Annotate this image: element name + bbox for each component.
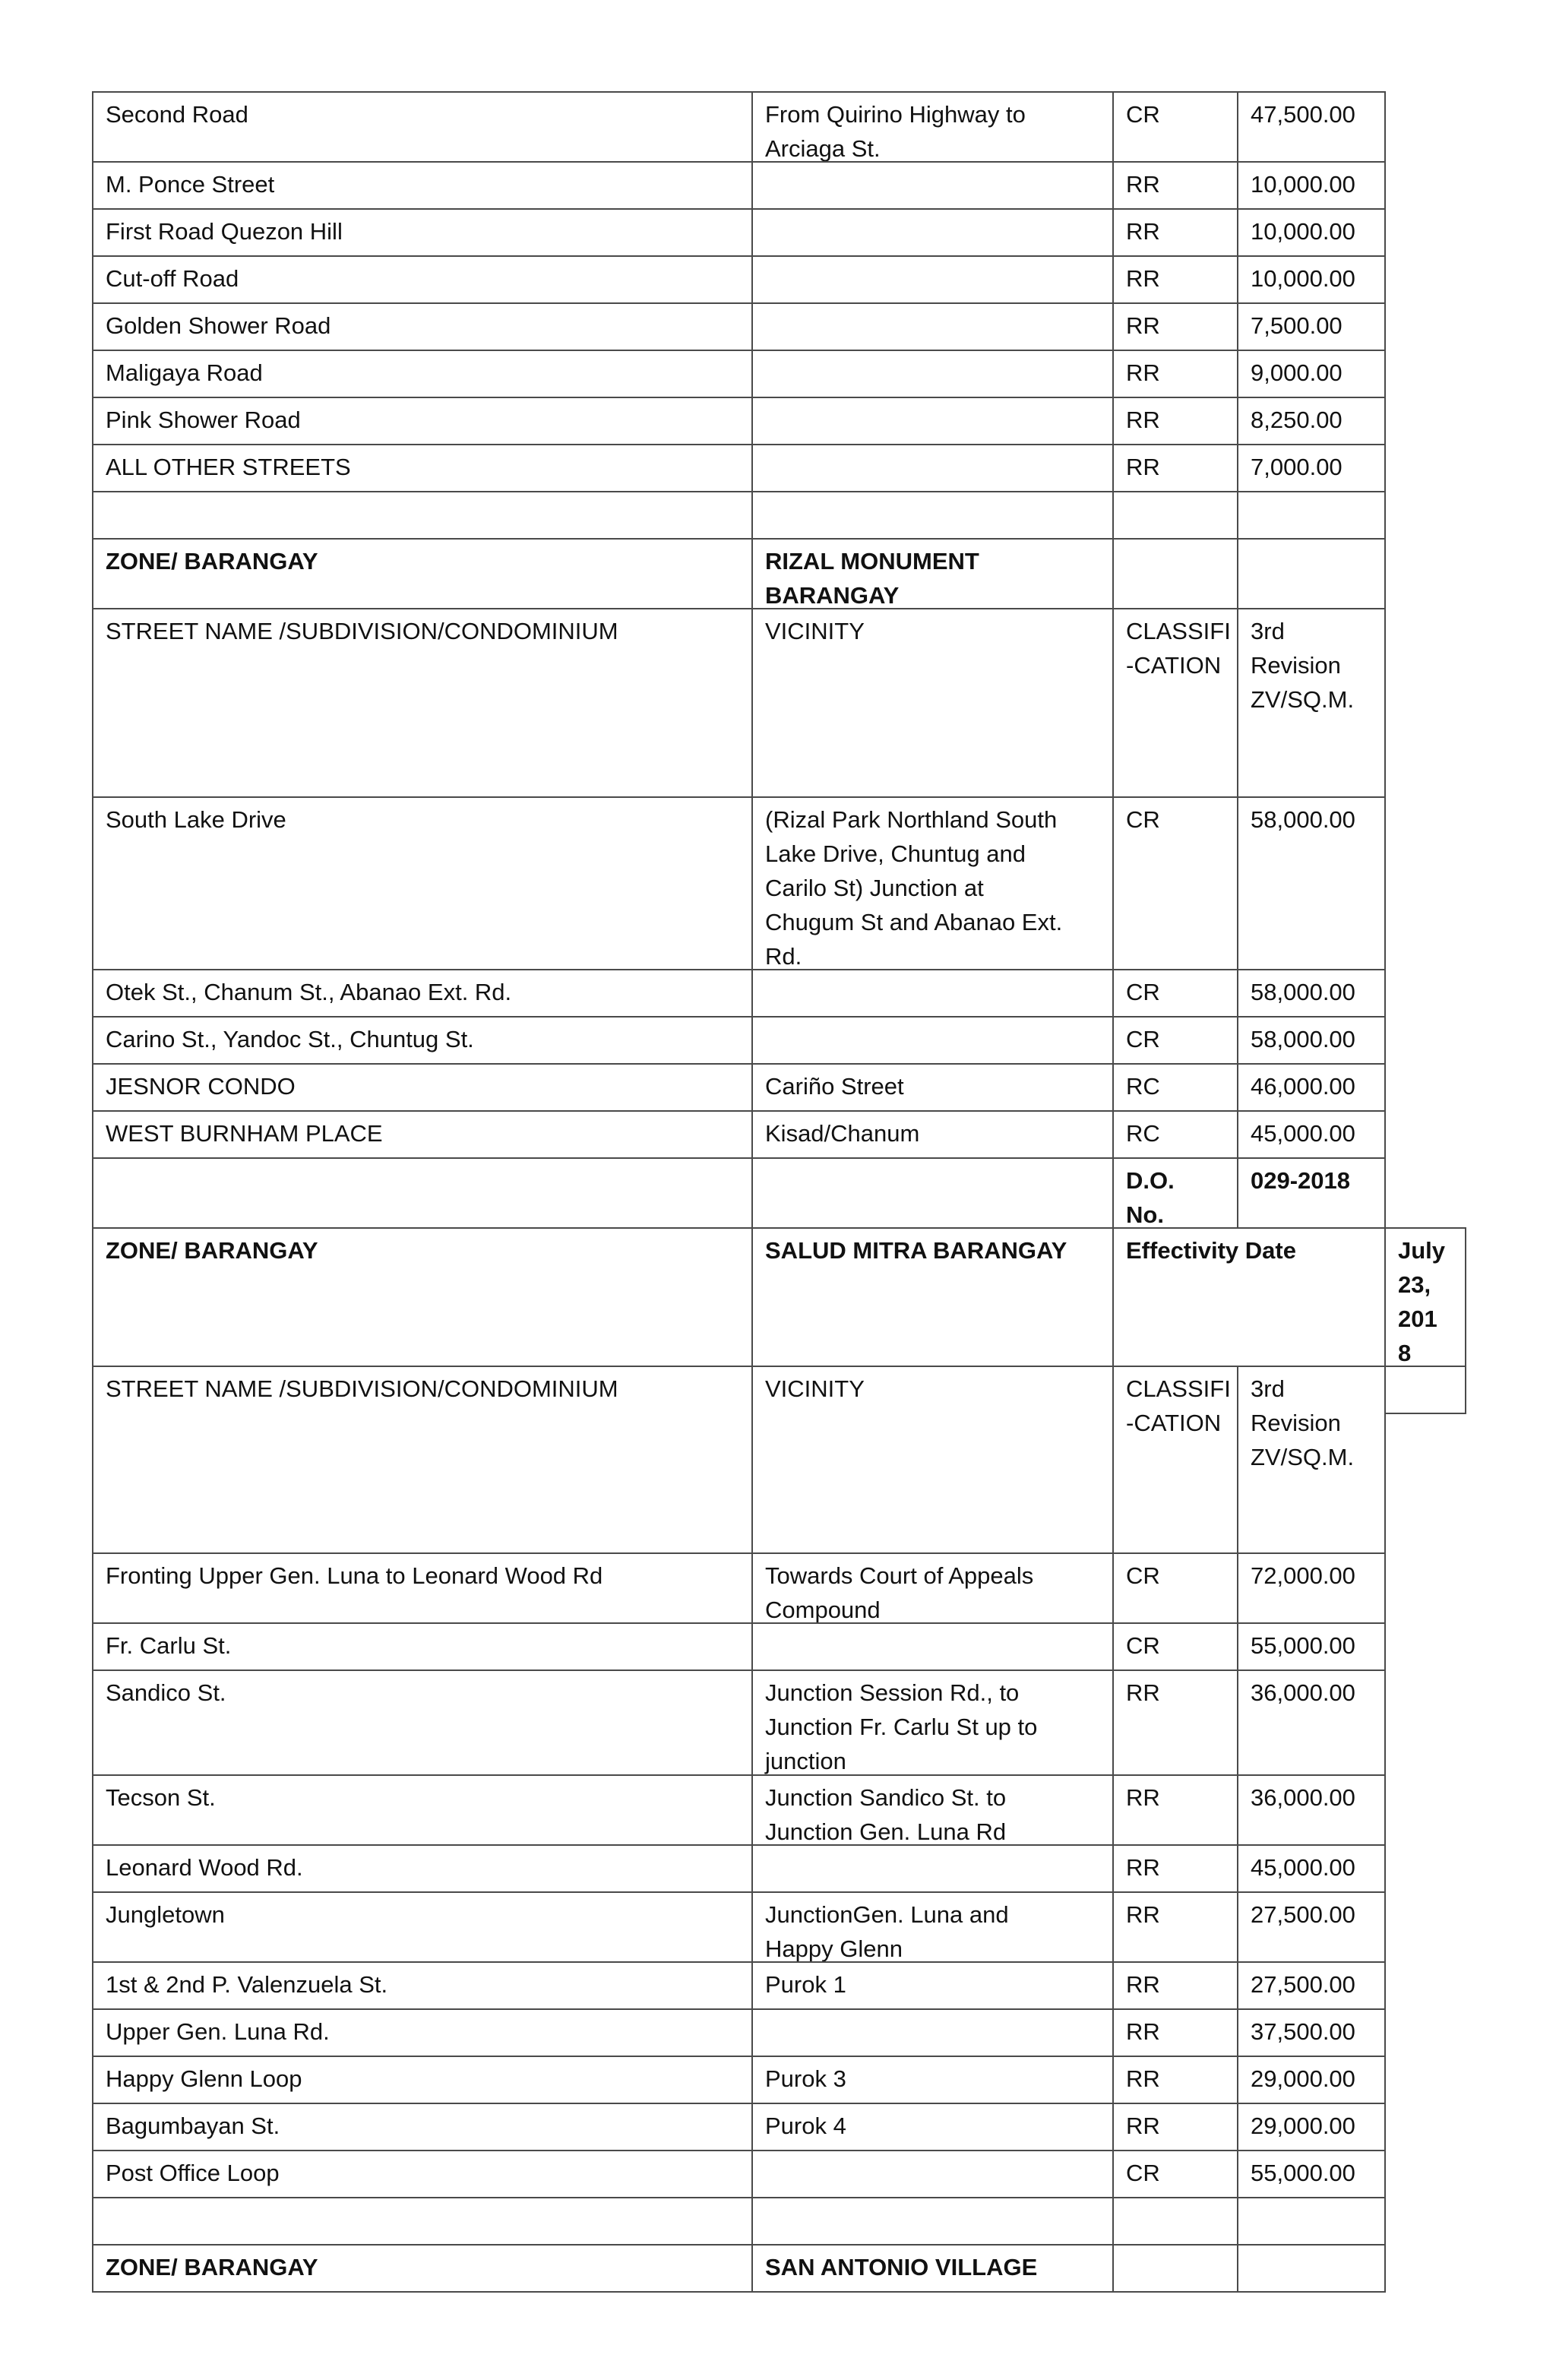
header-zonal-value-cell: 3rd Revision ZV/SQ.M. <box>1237 608 1386 798</box>
table-classification-cell: RR <box>1112 1844 1238 1893</box>
table-street-cell: ALL OTHER STREETS <box>92 444 753 492</box>
zone-label-cell: ZONE/ BARANGAY <box>92 538 753 609</box>
table-vicinity-cell <box>751 2150 1114 2198</box>
table-zonal-value-cell: 45,000.00 <box>1237 1844 1386 1893</box>
table-vicinity-cell: Purok 1 <box>751 1961 1114 2010</box>
header-vicinity-cell: VICINITY <box>751 1366 1114 1554</box>
table-classification-cell: RR <box>1112 302 1238 351</box>
table-zonal-value-cell: 10,000.00 <box>1237 255 1386 304</box>
table-street-cell <box>92 2197 753 2245</box>
table-zonal-value-cell <box>1237 491 1386 540</box>
header-street-cell: STREET NAME /SUBDIVISION/CONDOMINIUM <box>92 1366 753 1554</box>
table-zonal-value-cell: 58,000.00 <box>1237 969 1386 1018</box>
table-vicinity-cell: Purok 4 <box>751 2103 1114 2151</box>
do-number-label: D.O. No. <box>1112 1157 1238 1229</box>
table-classification-cell: RR <box>1112 397 1238 445</box>
table-classification-cell: RR <box>1112 2103 1238 2151</box>
table-zonal-value-cell: 72,000.00 <box>1237 1552 1386 1624</box>
table-street-cell: Post Office Loop <box>92 2150 753 2198</box>
table-classification-cell: RR <box>1112 2008 1238 2057</box>
table-vicinity-cell: Junction Session Rd., to Junction Fr. Carlu St up to junction <box>751 1669 1114 1776</box>
table-classification-cell: CR <box>1112 969 1238 1018</box>
table-street-cell: Otek St., Chanum St., Abanao Ext. Rd. <box>92 969 753 1018</box>
table-street-cell: Leonard Wood Rd. <box>92 1844 753 1893</box>
table-zonal-value-cell: 55,000.00 <box>1237 1622 1386 1671</box>
table-vicinity-cell: (Rizal Park Northland South Lake Drive, Chuntug and Carilo St) Junction at Chugum St and Abanao Ext. Rd. <box>751 796 1114 970</box>
table-zonal-value-cell: 9,000.00 <box>1237 350 1386 398</box>
table-vicinity-cell <box>751 208 1114 257</box>
table-classification-cell: RR <box>1112 161 1238 210</box>
table-vicinity-cell: Purok 3 <box>751 2056 1114 2104</box>
table-zonal-value-cell: 7,000.00 <box>1237 444 1386 492</box>
table-vicinity-cell: Cariño Street <box>751 1063 1114 1112</box>
empty-cell <box>1112 2244 1238 2293</box>
table-classification-cell: RR <box>1112 1891 1238 1963</box>
empty-cell <box>1237 538 1386 609</box>
table-vicinity-cell <box>751 1622 1114 1671</box>
table-classification-cell: RR <box>1112 208 1238 257</box>
table-classification-cell: CR <box>1112 1622 1238 1671</box>
barangay-name-cell: RIZAL MONUMENT BARANGAY <box>751 538 1114 609</box>
table-vicinity-cell <box>751 491 1114 540</box>
table-classification-cell <box>1112 491 1238 540</box>
table-vicinity-cell <box>751 350 1114 398</box>
table-classification-cell: CR <box>1112 796 1238 970</box>
table-vicinity-cell: Kisad/Chanum <box>751 1110 1114 1159</box>
barangay-name-cell: SAN ANTONIO VILLAGE <box>751 2244 1114 2293</box>
table-vicinity-cell <box>751 255 1114 304</box>
table-street-cell: Upper Gen. Luna Rd. <box>92 2008 753 2057</box>
table-street-cell: Happy Glenn Loop <box>92 2056 753 2104</box>
zone-label-cell: ZONE/ BARANGAY <box>92 1227 753 1367</box>
zone-label-cell: ZONE/ BARANGAY <box>92 2244 753 2293</box>
table-vicinity-cell: JunctionGen. Luna and Happy Glenn <box>751 1891 1114 1963</box>
table-classification-cell: RR <box>1112 1774 1238 1846</box>
table-street-cell: Jungletown <box>92 1891 753 1963</box>
barangay-name-cell: SALUD MITRA BARANGAY <box>751 1227 1114 1367</box>
table-classification-cell: RR <box>1112 1669 1238 1776</box>
table-street-cell: Golden Shower Road <box>92 302 753 351</box>
table-classification-cell: RR <box>1112 350 1238 398</box>
table-zonal-value-cell: 29,000.00 <box>1237 2103 1386 2151</box>
table-street-cell: Sandico St. <box>92 1669 753 1776</box>
table-vicinity-cell: Junction Sandico St. to Junction Gen. Luna Rd <box>751 1774 1114 1846</box>
table-vicinity-cell: From Quirino Highway to Arciaga St. <box>751 91 1114 163</box>
table-street-cell: Cut-off Road <box>92 255 753 304</box>
table-vicinity-cell <box>751 1016 1114 1065</box>
table-vicinity-cell <box>751 969 1114 1018</box>
table-street-cell: Second Road <box>92 91 753 163</box>
table-zonal-value-cell: 10,000.00 <box>1237 208 1386 257</box>
table-street-cell: 1st & 2nd P. Valenzuela St. <box>92 1961 753 2010</box>
table-zonal-value-cell: 47,500.00 <box>1237 91 1386 163</box>
empty-cell <box>1237 2244 1386 2293</box>
table-classification-cell: CR <box>1112 1016 1238 1065</box>
table-street-cell: Fronting Upper Gen. Luna to Leonard Wood Rd <box>92 1552 753 1624</box>
table-street-cell: WEST BURNHAM PLACE <box>92 1110 753 1159</box>
table-street-cell: Bagumbayan St. <box>92 2103 753 2151</box>
do-number-value: 029-2018 <box>1237 1157 1386 1229</box>
header-zonal-value-cell: 3rd Revision ZV/SQ.M. <box>1237 1366 1386 1554</box>
effectivity-date-label: Effectivity Date <box>1112 1227 1386 1367</box>
table-classification-cell: RR <box>1112 444 1238 492</box>
header-classification-cell: CLASSIFI -CATION <box>1112 1366 1238 1554</box>
table-zonal-value-cell: 37,500.00 <box>1237 2008 1386 2057</box>
table-vicinity-cell <box>751 2197 1114 2245</box>
table-classification-cell: CR <box>1112 91 1238 163</box>
table-vicinity-cell <box>751 444 1114 492</box>
table-vicinity-cell <box>751 302 1114 351</box>
table-vicinity-cell: Towards Court of Appeals Compound <box>751 1552 1114 1624</box>
table-zonal-value-cell: 58,000.00 <box>1237 796 1386 970</box>
table-classification-cell <box>1112 2197 1238 2245</box>
effectivity-date-value: July 23, 201 8 <box>1384 1227 1466 1367</box>
table-zonal-value-cell: 36,000.00 <box>1237 1774 1386 1846</box>
empty-cell <box>751 1157 1114 1229</box>
table-classification-cell: RC <box>1112 1063 1238 1112</box>
table-zonal-value-cell <box>1237 2197 1386 2245</box>
table-zonal-value-cell: 58,000.00 <box>1237 1016 1386 1065</box>
empty-cell <box>1384 1366 1466 1414</box>
header-vicinity-cell: VICINITY <box>751 608 1114 798</box>
table-classification-cell: CR <box>1112 2150 1238 2198</box>
empty-cell <box>1112 538 1238 609</box>
table-classification-cell: RR <box>1112 1961 1238 2010</box>
table-zonal-value-cell: 8,250.00 <box>1237 397 1386 445</box>
table-zonal-value-cell: 10,000.00 <box>1237 161 1386 210</box>
table-street-cell: Carino St., Yandoc St., Chuntug St. <box>92 1016 753 1065</box>
table-vicinity-cell <box>751 1844 1114 1893</box>
table-vicinity-cell <box>751 2008 1114 2057</box>
table-zonal-value-cell: 55,000.00 <box>1237 2150 1386 2198</box>
table-vicinity-cell <box>751 397 1114 445</box>
header-street-cell: STREET NAME /SUBDIVISION/CONDOMINIUM <box>92 608 753 798</box>
table-street-cell: M. Ponce Street <box>92 161 753 210</box>
table-street-cell: Tecson St. <box>92 1774 753 1846</box>
table-street-cell: JESNOR CONDO <box>92 1063 753 1112</box>
table-zonal-value-cell: 27,500.00 <box>1237 1891 1386 1963</box>
table-classification-cell: RR <box>1112 2056 1238 2104</box>
table-zonal-value-cell: 27,500.00 <box>1237 1961 1386 2010</box>
table-vicinity-cell <box>751 161 1114 210</box>
table-zonal-value-cell: 7,500.00 <box>1237 302 1386 351</box>
header-classification-cell: CLASSIFI -CATION <box>1112 608 1238 798</box>
table-classification-cell: RR <box>1112 255 1238 304</box>
table-street-cell <box>92 491 753 540</box>
table-zonal-value-cell: 29,000.00 <box>1237 2056 1386 2104</box>
empty-cell <box>92 1157 753 1229</box>
table-street-cell: Pink Shower Road <box>92 397 753 445</box>
table-classification-cell: CR <box>1112 1552 1238 1624</box>
table-zonal-value-cell: 36,000.00 <box>1237 1669 1386 1776</box>
table-street-cell: Maligaya Road <box>92 350 753 398</box>
table-classification-cell: RC <box>1112 1110 1238 1159</box>
table-street-cell: South Lake Drive <box>92 796 753 970</box>
table-street-cell: Fr. Carlu St. <box>92 1622 753 1671</box>
table-street-cell: First Road Quezon Hill <box>92 208 753 257</box>
table-zonal-value-cell: 46,000.00 <box>1237 1063 1386 1112</box>
table-zonal-value-cell: 45,000.00 <box>1237 1110 1386 1159</box>
